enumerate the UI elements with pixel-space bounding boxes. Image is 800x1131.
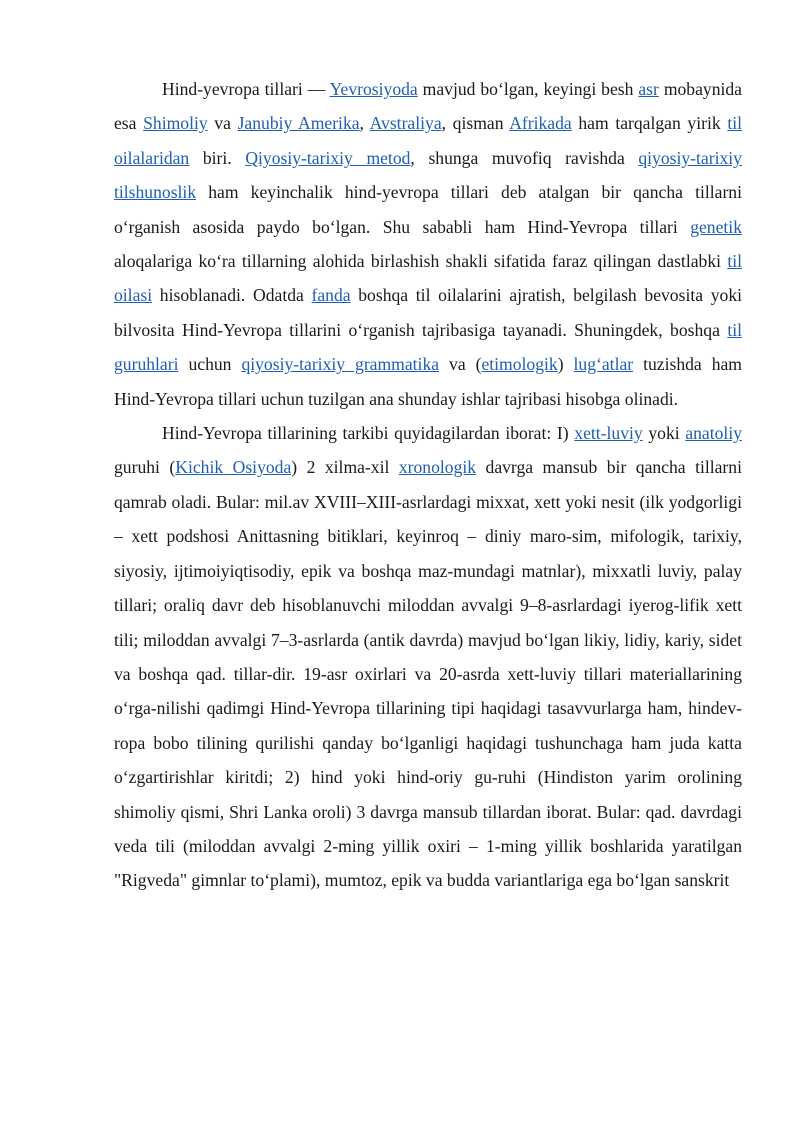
hyperlink[interactable]: Janubiy Amerika	[237, 113, 360, 134]
hyperlink[interactable]: Yevrosiyoda	[329, 79, 418, 99]
hyperlink[interactable]: qiyosiy-tarixiy tilshunoslik	[114, 147, 742, 203]
hyperlink[interactable]: til guruhlari	[114, 319, 742, 375]
text-run: mavjud boʻlgan, keyingi besh	[417, 79, 639, 99]
hyperlink[interactable]: Avstraliya	[369, 113, 442, 134]
hyperlink[interactable]: Kichik Osiyoda	[175, 457, 292, 478]
hyperlink[interactable]: lugʻatlar	[573, 354, 634, 375]
hyperlink[interactable]: asr	[638, 79, 659, 99]
hyperlink[interactable]: qiyosiy-tarixiy grammatika	[241, 354, 440, 375]
text-run: va	[207, 113, 238, 134]
text-run: biri.	[189, 147, 246, 168]
text-run: , qisman	[441, 113, 510, 134]
hyperlink[interactable]: til oilasi	[114, 251, 742, 306]
text-run: , shunga muvofiq ravishda	[410, 147, 639, 168]
hyperlink[interactable]: Qiyosiy-tarixiy metod	[245, 147, 411, 168]
text-run: ham tarqalgan yirik	[571, 113, 728, 134]
hyperlink[interactable]: etimologik	[481, 354, 558, 375]
hyperlink[interactable]: Afrikada	[509, 113, 572, 134]
hyperlink[interactable]: xronologik	[398, 457, 477, 478]
text-run: tuzishda ham Hind-Yevropa tillari uchun tuzilgan ana shunday ishlar tajribasi hisobga olinadi.	[114, 354, 742, 409]
hyperlink[interactable]: Shimoliy	[143, 113, 208, 134]
hyperlink[interactable]: fanda	[311, 285, 351, 306]
text-run: davrga mansub bir qancha tillarni qamrab oladi. Bular: mil.av XVIII–XIII-asrlardagi mixxat, xett yoki nesit (ilk yodgorligi – xett podshosi Anittasning bitiklari, keyinroq – diniy maro-sim, mifologik, tarixiy, siyosiy, ijtimoiyiqtisodiy, epik va boshqa maz-mundagi matnlar), mixxatli luviy, palay tillari; oraliq davr deb hisoblanuvchi miloddan avvalgi 9–8-asrlardagi iyerog-lifik xett tili; miloddan avvalgi 7–3-asrlarda (antik davrda) mavjud boʻlgan likiy, lidiy, kariy, sidet va boshqa qad. tillar-dir. 19-asr oxirlari va 20-asrda xett-luviy tillari materiallarining oʻrga-nilishi qadimgi Hind-Yevropa tillarining tipi haqidagi tasavvurlarga ham, hindev-ropa bobo tilining qurilishi qanday boʻlganligi haqidagi tushunchaga ham juda katta oʻzgartirishlar kiritdi; 2) hind yoki hind-oriy gu-ruhi (Hindiston yarim orolining shimoliy qismi, Shri Lanka oroli) 3 davrga mansub tillardan iborat. Bular: qad. davrdagi veda tili (miloddan avvalgi 2-ming yillik oxiri – 1-ming yillik boshlarida yaratilgan "Rigveda" gimnlar toʻplami), mumtoz, epik va budda variantlariga ega boʻlgan sanskrit	[114, 457, 742, 891]
paragraph-1	[114, 72, 742, 416]
text-run: mobaynida esa	[114, 79, 742, 134]
text-run: va (	[439, 354, 482, 375]
text-run: Hind-Yevropa tillarining tarkibi quyidagilardan iborat: I)	[162, 423, 575, 444]
text-run: yoki	[642, 423, 686, 444]
text-run: guruhi (	[114, 457, 176, 478]
paragraph-2	[114, 416, 742, 898]
text-run: Hind-yevropa tillari —	[162, 79, 330, 99]
text-run: )	[557, 354, 574, 375]
text-run: ham keyinchalik hind-yevropa tillari deb atalgan bir qancha tillarni oʻrganish asosida paydo boʻlgan. Shu sababli ham Hind-Yevropa tillari	[114, 182, 742, 237]
hyperlink[interactable]: xett-luviy	[574, 423, 643, 444]
text-run: uchun	[178, 354, 242, 375]
text-run: ,	[359, 113, 370, 134]
text-run: aloqalariga koʻra tillarning alohida birlashish shakli sifatida faraz qilingan dastlabki	[114, 251, 728, 272]
hyperlink[interactable]: genetik	[690, 216, 742, 237]
document-body	[114, 72, 742, 898]
text-run: ) 2 xilma-xil	[291, 457, 399, 478]
hyperlink[interactable]: anatoliy	[685, 423, 743, 444]
hyperlink[interactable]: til oilalaridan	[114, 113, 742, 168]
text-run: hisoblanadi. Odatda	[152, 285, 312, 306]
text-run: boshqa til oilalarini ajratish, belgilash bevosita yoki bilvosita Hind-Yevropa tillarini oʻrganish tajribasiga tayanadi. Shuningdek, boshqa	[114, 285, 743, 340]
